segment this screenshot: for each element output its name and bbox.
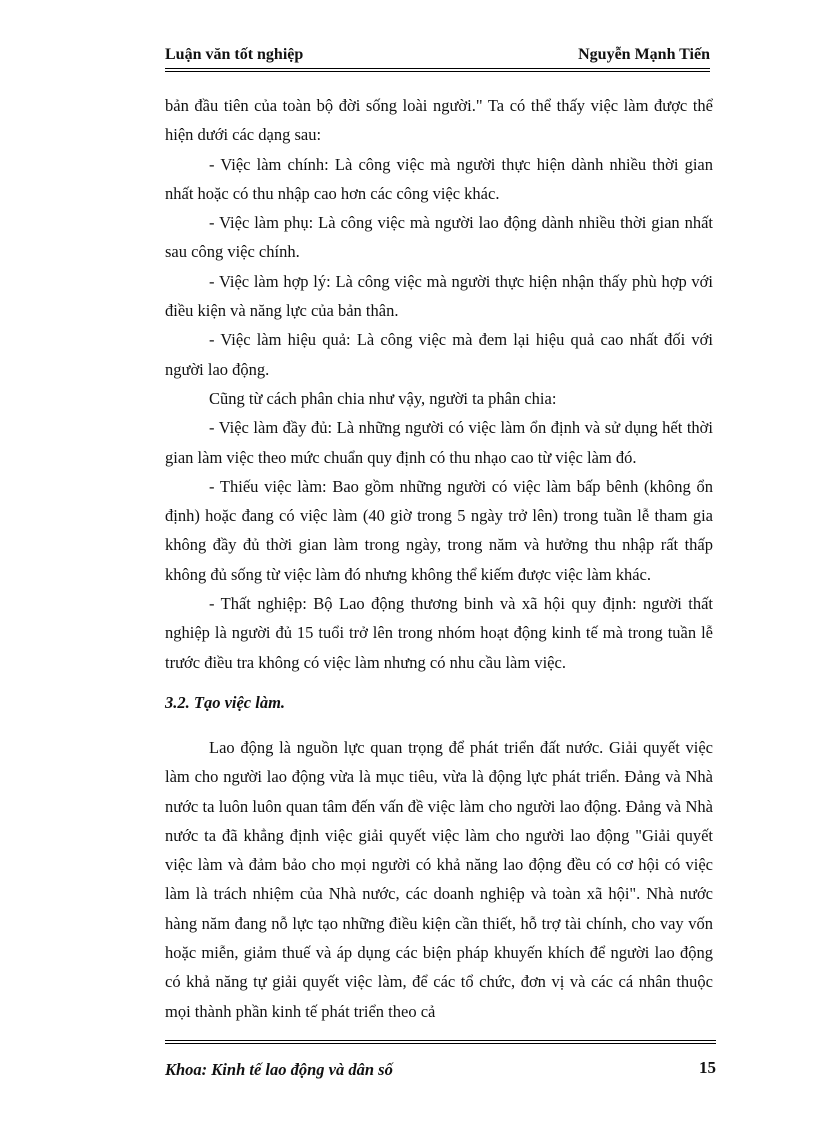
- page-number: 15: [699, 1058, 716, 1077]
- page-header: [165, 40, 710, 72]
- section-heading: 3.2. Tạo việc làm.: [165, 693, 286, 712]
- paragraph: - Thiếu việc làm: Bao gồm những người có việc làm bấp bênh (không ổn định) hoặc đang có việc làm (40 giờ trong 5 ngày trở lên) trong tuần lễ tham gia không đầy đủ thời gian làm trong ngày, trong năm và hưởng thu nhập rất thấp không đủ sống từ việc làm đó nhưng không thể kiếm được việc làm khác.: [165, 476, 713, 584]
- paragraph: - Việc làm phụ: Là công việc mà người lao động dành nhiều thời gian nhất sau công việc chính.: [165, 213, 713, 262]
- paragraph: - Việc làm hiệu quả: Là công việc mà đem lại hiệu quả cao nhất đối với người lao động.: [165, 330, 713, 379]
- footer-faculty: Khoa: Kinh tế lao động và dân số: [165, 1060, 393, 1079]
- paragraph: - Việc làm hợp lý: Là công việc mà người thực hiện nhận thấy phù hợp với điều kiện và năng lực của bản thân.: [165, 271, 713, 321]
- section-body: [165, 733, 713, 1026]
- paragraph: Lao động là nguồn lực quan trọng để phát triển đất nước. Giải quyết việc làm cho người lao động vừa là mục tiêu, vừa là động lực phát triển. Đảng và Nhà nước ta luôn luôn quan tâm đến vấn đề việc làm cho người lao động. Đảng và Nhà nước ta đã khẳng định việc giải quyết việc làm cho người lao động "Giải quyết việc làm và đảm bảo cho mọi người có khả năng lao động đều có cơ hội có việc làm là trách nhiệm của Nhà nước, các doanh nghiệp và toàn xã hội". Nhà nước hàng năm đang nỗ lực tạo những điều kiện cần thiết, hỗ trợ tài chính, cho vay vốn hoặc miễn, giảm thuế và áp dụng các biện pháp khuyến khích để người lao động có khả năng tự giải quyết việc làm, để các tổ chức, đơn vị và các cá nhân thuộc mọi thành phần kinh tế phát triển theo cả: [165, 738, 713, 1021]
- header-author: Nguyễn Mạnh Tiến: [578, 46, 710, 63]
- paragraph: - Việc làm đầy đủ: Là những người có việc làm ổn định và sử dụng hết thời gian làm việc theo mức chuẩn quy định có thu nhạo cao từ việc làm đó.: [165, 418, 713, 467]
- page-footer: [165, 1040, 716, 1084]
- header-title: Luận văn tốt nghiệp: [165, 46, 304, 63]
- body-text: [165, 91, 713, 677]
- paragraph: bản đầu tiên của toàn bộ đời sống loài người." Ta có thể thấy việc làm được thể hiện dưới các dạng sau:: [165, 96, 713, 145]
- paragraph: - Việc làm chính: Là công việc mà người thực hiện dành nhiều thời gian nhất hoặc có thu nhập cao hơn các công việc khác.: [165, 154, 713, 203]
- paragraph: - Thất nghiệp: Bộ Lao động thương binh và xã hội quy định: người thất nghiệp là người đủ 15 tuổi trở lên trong nhóm hoạt động kinh tế mà trong tuần lễ trước điều tra không có việc làm nhưng có nhu cầu làm việc.: [165, 594, 713, 672]
- paragraph: Cũng từ cách phân chia như vậy, người ta phân chia:: [209, 388, 557, 408]
